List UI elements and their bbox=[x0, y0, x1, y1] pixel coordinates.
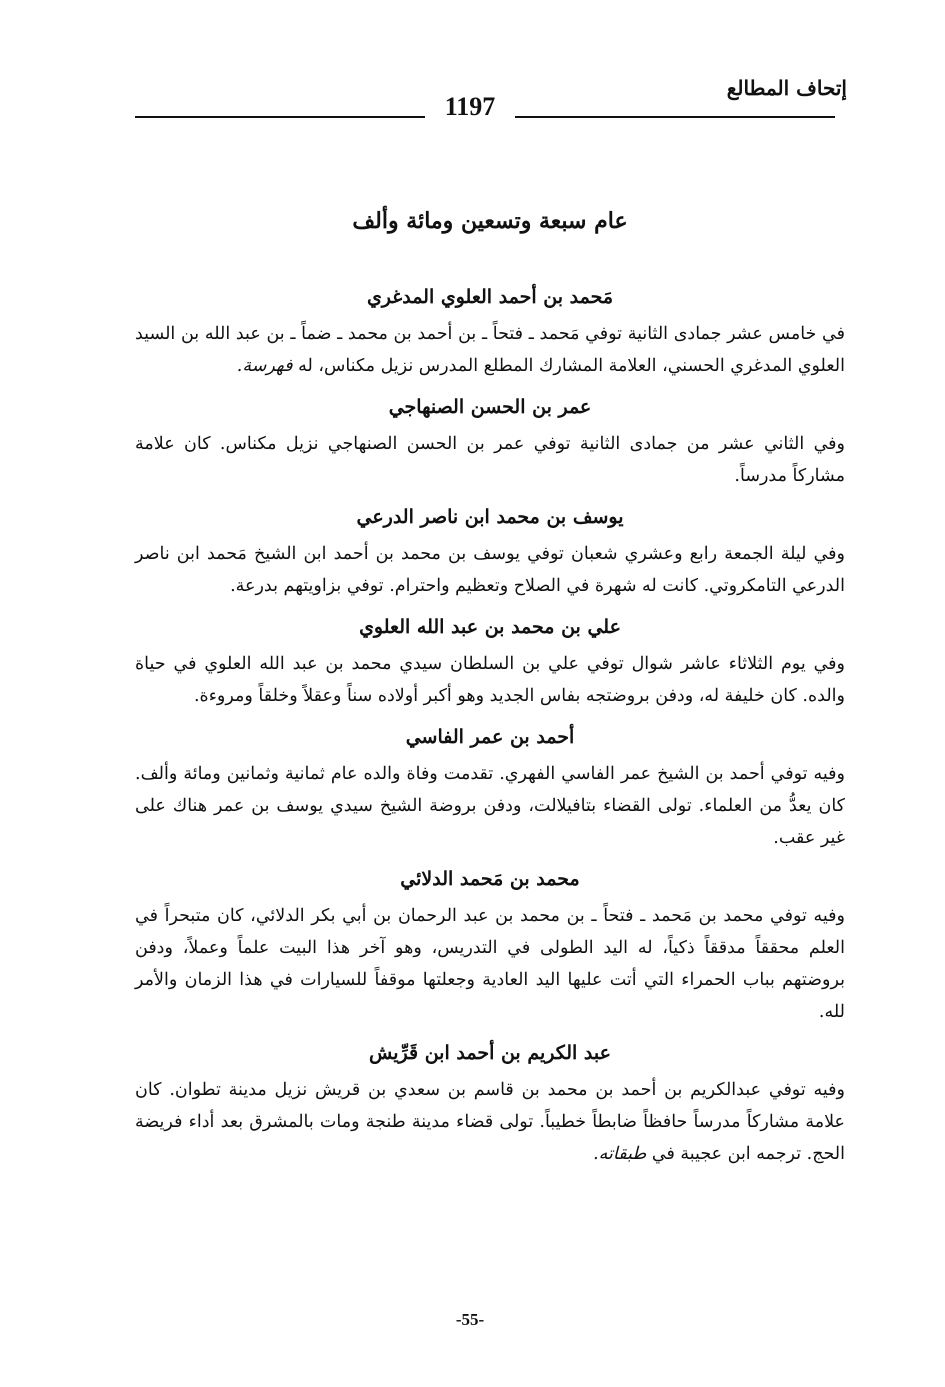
entry-text: وفي الثاني عشر من جمادى الثانية توفي عمر بن الحسن الصنهاجي نزيل مكناس. كان علامة مشاركاً مدرساً. bbox=[135, 434, 845, 486]
entry-text bbox=[135, 318, 845, 382]
entry-work-title: طبقاته. bbox=[593, 1144, 647, 1164]
entry bbox=[135, 1038, 845, 1170]
entry-text: وفيه توفي أحمد بن الشيخ عمر الفاسي الفهري. تقدمت وفاة والده عام ثمانية وثمانين ومائة وألف. كان يعدُّ من العلماء. تولى القضاء بتافيلالت، ودفن بروضة الشيخ سيدي يوسف بن عمر هناك على غير عقب. bbox=[135, 764, 845, 848]
entry-name: أحمد بن عمر الفاسي bbox=[405, 726, 575, 748]
entry-text: وفي ليلة الجمعة رابع وعشري شعبان توفي يوسف بن محمد بن أحمد ابن الشيخ مَحمد ابن ناصر الدرعي التامكروتي. كانت له شهرة في الصلاح وتعظيم واحترام. توفي بزاويتهم بدرعة. bbox=[135, 544, 845, 596]
entry-name: علي بن محمد بن عبد الله العلوي bbox=[359, 616, 621, 638]
entry bbox=[135, 864, 845, 1028]
entry-name: عبد الكريم بن أحمد ابن قَرِّيش bbox=[369, 1042, 611, 1064]
year-number: 1197 bbox=[444, 92, 496, 121]
entry bbox=[135, 722, 845, 854]
year-heading: عام سبعة وتسعين ومائة وألف bbox=[352, 208, 628, 234]
running-title: إتحاف المطالع bbox=[726, 76, 847, 100]
entry-text: وفيه توفي محمد بن مَحمد ـ فتحاً ـ بن محمد بن عبد الرحمان بن أبي بكر الدلائي، كان متبحراً في العلم محققاً مدققاً ذكياً، له اليد الطولى في التدريس، وهو آخر هذا البيت علماً وعملاً، ودفن بروضتهم بباب الحمراء التي أتت عليها اليد العادية وجعلتها موقفاً للسيارات في هذا الزمان والأمر لله. bbox=[135, 906, 845, 1022]
entry bbox=[135, 502, 845, 602]
entry-body: في خامس عشر جمادى الثانية توفي مَحمد ـ فتحاً ـ بن أحمد بن محمد ـ ضماً ـ بن عبد الله بن السيد العلوي المدغري الحسني، العلامة المشارك المطلع المدرس نزيل مكناس، له bbox=[135, 324, 845, 376]
entry bbox=[135, 392, 845, 492]
header-rule-left bbox=[135, 116, 425, 118]
header-rule-right bbox=[515, 116, 835, 118]
entry-name: مَحمد بن أحمد العلوي المدغري bbox=[366, 286, 614, 308]
entry-name: يوسف بن محمد ابن ناصر الدرعي bbox=[356, 506, 624, 528]
entry bbox=[135, 612, 845, 712]
page-number: -55- bbox=[455, 1310, 485, 1329]
entry-name: عمر بن الحسن الصنهاجي bbox=[388, 396, 592, 418]
entry-text: وفي يوم الثلاثاء عاشر شوال توفي علي بن السلطان سيدي محمد بن عبد الله العلوي في حياة والده. كان خليفة له، ودفن بروضتجه بفاس الجديد وهو أكبر أولاده سناً وعقلاً وخلقاً ومروءة. bbox=[135, 654, 845, 706]
entry-name: محمد بن مَحمد الدلائي bbox=[400, 868, 580, 890]
entry bbox=[135, 282, 845, 382]
obituary-entries bbox=[135, 282, 845, 1180]
entry-work-title: فهرسة. bbox=[236, 356, 293, 376]
entry-text bbox=[135, 1074, 845, 1170]
entry-body: وفيه توفي عبدالكريم بن أحمد بن محمد بن قاسم بن سعدي بن قريش نزيل مدينة تطوان. كان علامة مشاركاً مدرساً حافظاً ضابطاً خطيباً. تولى قضاء مدينة طنجة ومات بالمشرق بعد أداء فريضة الحج. ترجمه ابن عجيبة في bbox=[135, 1080, 845, 1164]
